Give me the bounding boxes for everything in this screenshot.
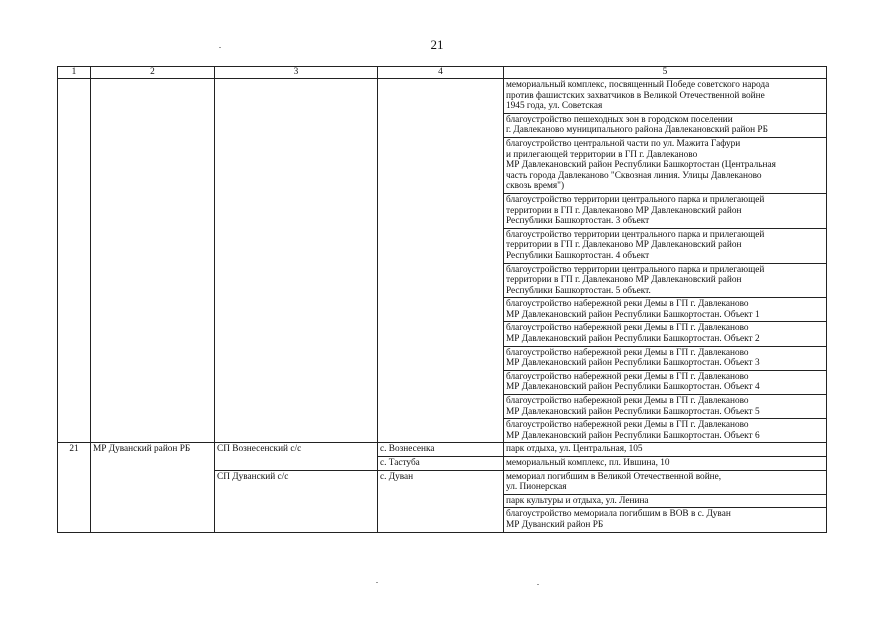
scan-speck xyxy=(376,582,378,583)
object-cell: мемориальный комплекс, посвященный Победе советского народа против фашистских захватчиков в Великой Отечественной войне 1945 года, ул. Советская xyxy=(504,79,827,114)
object-cell: благоустройство набережной реки Демы в ГП г. Давлеканово МР Давлекановский район Республики Башкортостан. Объект 6 xyxy=(504,419,827,443)
col-header-1: 1 xyxy=(58,67,91,79)
row-number: 21 xyxy=(58,443,91,532)
object-cell: благоустройство пешеходных зон в городском поселении г. Давлеканово муниципального района Давлекановский район РБ xyxy=(504,113,827,137)
object-cell: парк отдыха, ул. Центральная, 105 xyxy=(504,443,827,457)
scan-speck xyxy=(537,584,539,585)
cell-empty xyxy=(91,79,215,443)
header-row xyxy=(58,67,827,79)
cell-empty xyxy=(58,79,91,443)
village-cell: с. Тастуба xyxy=(378,457,504,471)
col-header-4: 4 xyxy=(378,67,504,79)
object-cell: благоустройство набережной реки Демы в ГП г. Давлеканово МР Давлекановский район Республики Башкортостан. Объект 5 xyxy=(504,395,827,419)
object-cell: благоустройство набережной реки Демы в ГП г. Давлеканово МР Давлекановский район Республики Башкортостан. Объект 2 xyxy=(504,322,827,346)
object-cell: мемориал погибшим в Великой Отечественной войне, ул. Пионерская xyxy=(504,470,827,494)
page-number: 21 xyxy=(430,37,444,52)
col-header-2: 2 xyxy=(91,67,215,79)
object-cell: благоустройство набережной реки Демы в ГП г. Давлеканово МР Давлекановский район Республики Башкортостан. Объект 4 xyxy=(504,370,827,394)
object-cell: благоустройство территории центрального парка и прилегающей территории в ГП г. Давлеканово МР Давлекановский район Республики Башкортостан. 4 объект xyxy=(504,228,827,263)
object-cell: благоустройство центральной части по ул. Мажита Гафури и прилегающей территории в ГП г. Давлеканово МР Давлекановский район Республики Башкортостан (Центральная часть города Давлеканово "Сквозная линия. Улицы Давлеканово сквозь время") xyxy=(504,137,827,193)
object-cell: благоустройство территории центрального парка и прилегающей территории в ГП г. Давлеканово МР Давлекановский район Республики Башкортостан. 5 объект. xyxy=(504,263,827,298)
cell-empty xyxy=(215,79,378,443)
district-cell: МР Дуванский район РБ xyxy=(91,443,215,532)
object-cell: мемориальный комплекс, пл. Ившина, 10 xyxy=(504,457,827,471)
object-cell: благоустройство набережной реки Демы в ГП г. Давлеканово МР Давлекановский район Республики Башкортостан. Объект 3 xyxy=(504,346,827,370)
settlement-cell: СП Дуванский с/с xyxy=(215,470,378,532)
settlement-cell: СП Вознесенский с/с xyxy=(215,443,378,470)
table-row xyxy=(58,79,827,114)
col-header-5: 5 xyxy=(504,67,827,79)
cell-empty xyxy=(378,79,504,443)
object-cell: парк культуры и отдыха, ул. Ленина xyxy=(504,494,827,508)
village-cell: с. Дуван xyxy=(378,470,504,532)
objects-table xyxy=(57,66,827,533)
col-header-3: 3 xyxy=(215,67,378,79)
table-row xyxy=(58,443,827,457)
scan-speck xyxy=(219,47,221,48)
object-cell: благоустройство мемориала погибшим в ВОВ в с. Дуван МР Дуванский район РБ xyxy=(504,508,827,532)
object-cell: благоустройство набережной реки Демы в ГП г. Давлеканово МР Давлекановский район Республики Башкортостан. Объект 1 xyxy=(504,298,827,322)
object-cell: благоустройство территории центрального парка и прилегающей территории в ГП г. Давлеканово МР Давлекановский район Республики Башкортостан. 3 объект xyxy=(504,193,827,228)
village-cell: с. Вознесенка xyxy=(378,443,504,457)
